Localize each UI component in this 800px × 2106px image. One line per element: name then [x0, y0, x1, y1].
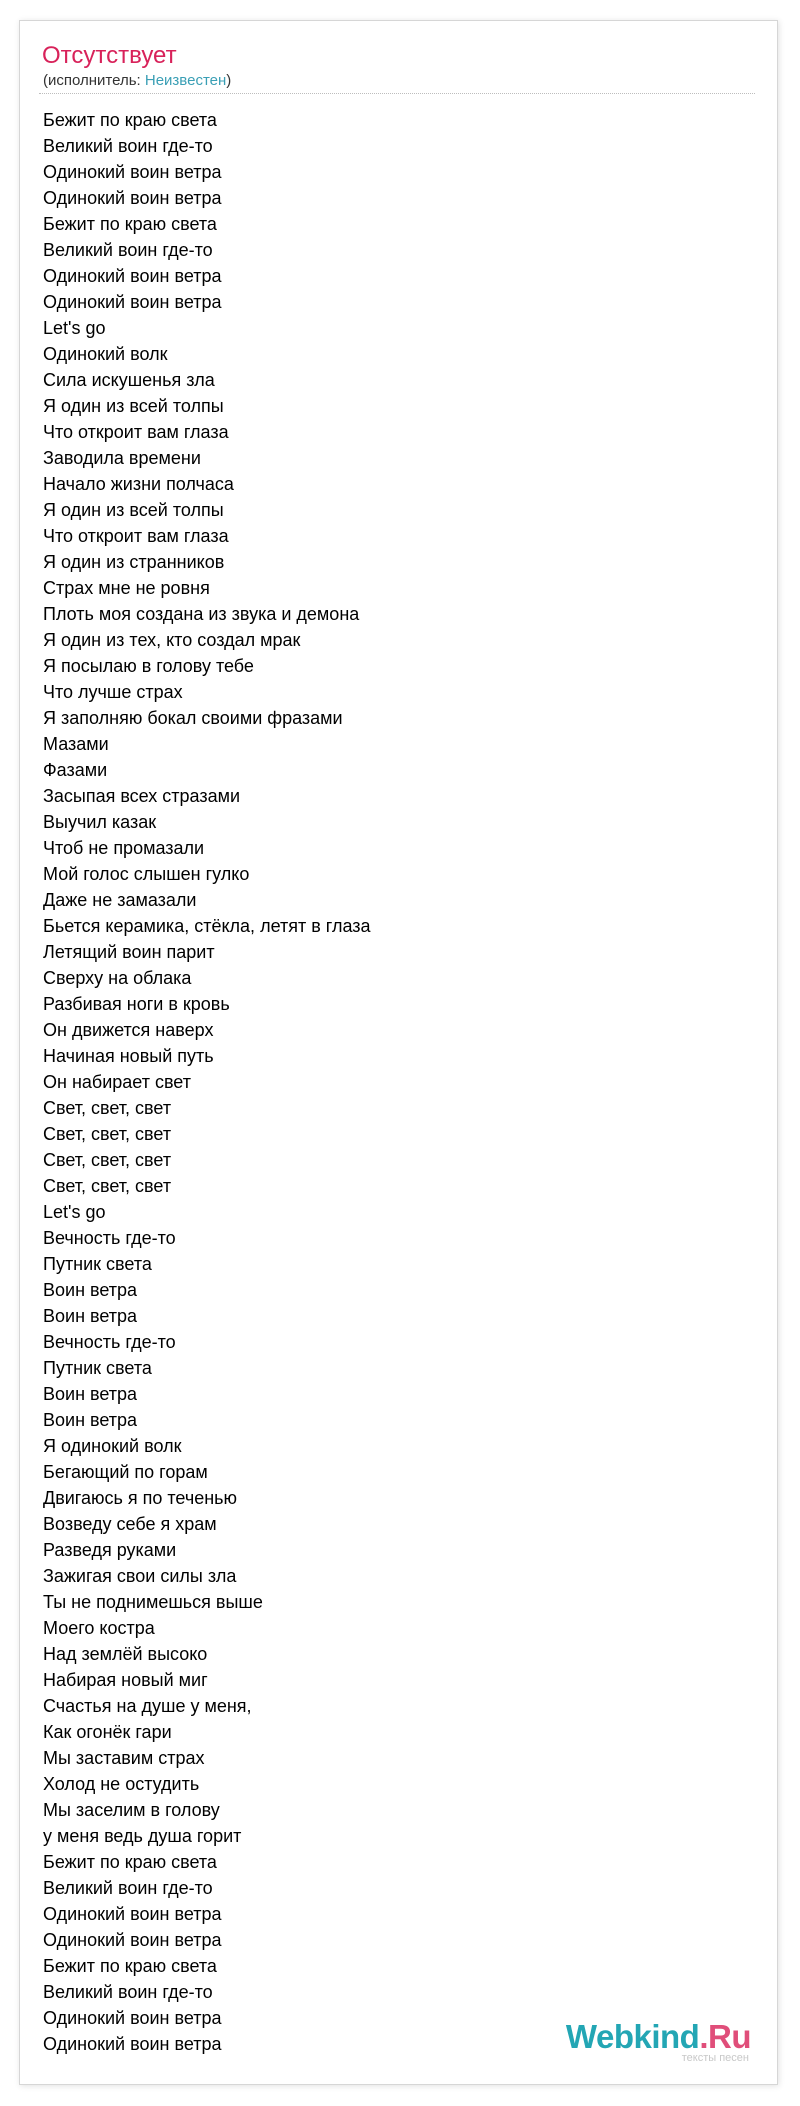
lyric-line: Бежит по краю света: [43, 1852, 217, 1872]
lyric-line: Я один из странников: [43, 552, 225, 572]
lyric-line: Великий воин где-то: [43, 136, 213, 156]
lyric-line: Что откроит вам глаза: [43, 526, 229, 546]
lyric-line: Воин ветра: [43, 1280, 138, 1300]
artist-line: [43, 72, 231, 89]
lyric-line: Одинокий воин ветра: [43, 1930, 222, 1950]
lyric-line: Даже не замазали: [43, 890, 197, 910]
lyric-line: Я один из тех, кто создал мрак: [43, 630, 301, 650]
lyric-line: Бежит по краю света: [43, 1956, 217, 1976]
lyric-line: Набирая новый миг: [43, 1670, 208, 1690]
lyric-line: Фазами: [43, 760, 108, 780]
lyric-line: Вечность где-то: [43, 1332, 176, 1352]
lyric-line: Начиная новый путь: [43, 1046, 214, 1066]
lyric-line: Я одинокий волк: [43, 1436, 182, 1456]
lyric-line: Мы заставим страх: [43, 1748, 205, 1768]
lyric-line: Одинокий воин ветра: [43, 162, 222, 182]
lyric-line: Свет, свет, свет: [43, 1124, 172, 1144]
lyric-line: Одинокий воин ветра: [43, 2034, 222, 2054]
lyric-line: Свет, свет, свет: [43, 1098, 172, 1118]
lyric-line: Счастья на душе у меня,: [43, 1696, 252, 1716]
lyric-line: Возведу себе я храм: [43, 1514, 217, 1534]
lyric-line: Что откроит вам глаза: [43, 422, 229, 442]
lyric-line: Ты не поднимешься выше: [43, 1592, 263, 1612]
lyric-line: Одинокий воин ветра: [43, 2008, 222, 2028]
lyric-line: Что лучше страх: [43, 682, 183, 702]
lyric-line: Сила искушенья зла: [43, 370, 215, 390]
lyric-line: Заводила времени: [43, 448, 201, 468]
site-logo[interactable]: [566, 2020, 751, 2064]
logo-tld: .Ru: [699, 2018, 751, 2055]
lyric-line: Страх мне не ровня: [43, 578, 210, 598]
lyric-line: Я посылаю в голову тебе: [43, 656, 254, 676]
lyric-line: Бежит по краю света: [43, 110, 217, 130]
logo-wordmark: [566, 2020, 751, 2053]
lyric-line: Плоть моя создана из звука и демона: [43, 604, 360, 624]
lyric-line: Одинокий воин ветра: [43, 292, 222, 312]
lyric-line: Моего костра: [43, 1618, 155, 1638]
lyric-line: Воин ветра: [43, 1410, 138, 1430]
lyric-line: Бегающий по горам: [43, 1462, 208, 1482]
song-title: Отсутствует: [42, 42, 177, 69]
lyric-line: Одинокий воин ветра: [43, 1904, 222, 1924]
lyric-line: Путник света: [43, 1358, 152, 1378]
lyric-line: Холод не остудить: [43, 1774, 200, 1794]
lyric-line: Разведя руками: [43, 1540, 177, 1560]
logo-tagline: тексты песен: [681, 2052, 749, 2064]
lyric-line: Великий воин где-то: [43, 1982, 213, 2002]
lyric-line: Свет, свет, свет: [43, 1176, 172, 1196]
lyric-line: Воин ветра: [43, 1384, 138, 1404]
lyric-line: Одинокий воин ветра: [43, 188, 222, 208]
lyric-line: Мы заселим в голову: [43, 1800, 220, 1820]
lyric-line: Выучил казак: [43, 812, 157, 832]
lyric-line: Одинокий волк: [43, 344, 168, 364]
artist-suffix: ): [226, 72, 232, 89]
lyric-line: у меня ведь душа горит: [43, 1826, 242, 1846]
lyric-line: Засыпая всех стразами: [43, 786, 241, 806]
artist-link[interactable]: Неизвестен: [144, 72, 227, 89]
lyric-line: Мой голос слышен гулко: [43, 864, 250, 884]
lyric-line: Я заполняю бокал своими фразами: [43, 708, 343, 728]
lyric-line: Бежит по краю света: [43, 214, 217, 234]
lyric-line: Бьется керамика, стёкла, летят в глаза: [43, 916, 371, 936]
lyric-line: Летящий воин парит: [43, 942, 215, 962]
lyric-line: Я один из всей толпы: [43, 500, 224, 520]
lyric-line: Воин ветра: [43, 1306, 138, 1326]
title-divider: [39, 93, 755, 94]
lyric-line: Мазами: [43, 734, 109, 754]
logo-name: Webkind: [565, 2018, 700, 2055]
lyric-line: Как огонёк гари: [43, 1722, 172, 1742]
lyric-line: Он движется наверх: [43, 1020, 214, 1040]
lyric-line: Сверху на облака: [43, 968, 192, 988]
lyric-line: Чтоб не промазали: [43, 838, 205, 858]
lyric-line: Let's go: [43, 318, 106, 338]
lyric-line: Зажигая свои силы зла: [43, 1566, 237, 1586]
lyric-line: Великий воин где-то: [43, 1878, 213, 1898]
lyric-line: Я один из всей толпы: [43, 396, 224, 416]
lyric-line: Свет, свет, свет: [43, 1150, 172, 1170]
lyric-line: Великий воин где-то: [43, 240, 213, 260]
lyrics-text: [43, 107, 371, 2057]
lyric-line: Над землёй высоко: [43, 1644, 208, 1664]
lyric-line: Путник света: [43, 1254, 152, 1274]
lyric-line: Он набирает свет: [43, 1072, 191, 1092]
lyric-line: Вечность где-то: [43, 1228, 176, 1248]
artist-prefix: (исполнитель:: [43, 72, 145, 89]
lyric-line: Одинокий воин ветра: [43, 266, 222, 286]
lyric-line: Разбивая ноги в кровь: [43, 994, 230, 1014]
lyric-line: Двигаюсь я по теченью: [43, 1488, 238, 1508]
lyrics-card: [19, 20, 778, 2085]
lyric-line: Начало жизни полчаса: [43, 474, 234, 494]
lyric-line: Let's go: [43, 1202, 106, 1222]
